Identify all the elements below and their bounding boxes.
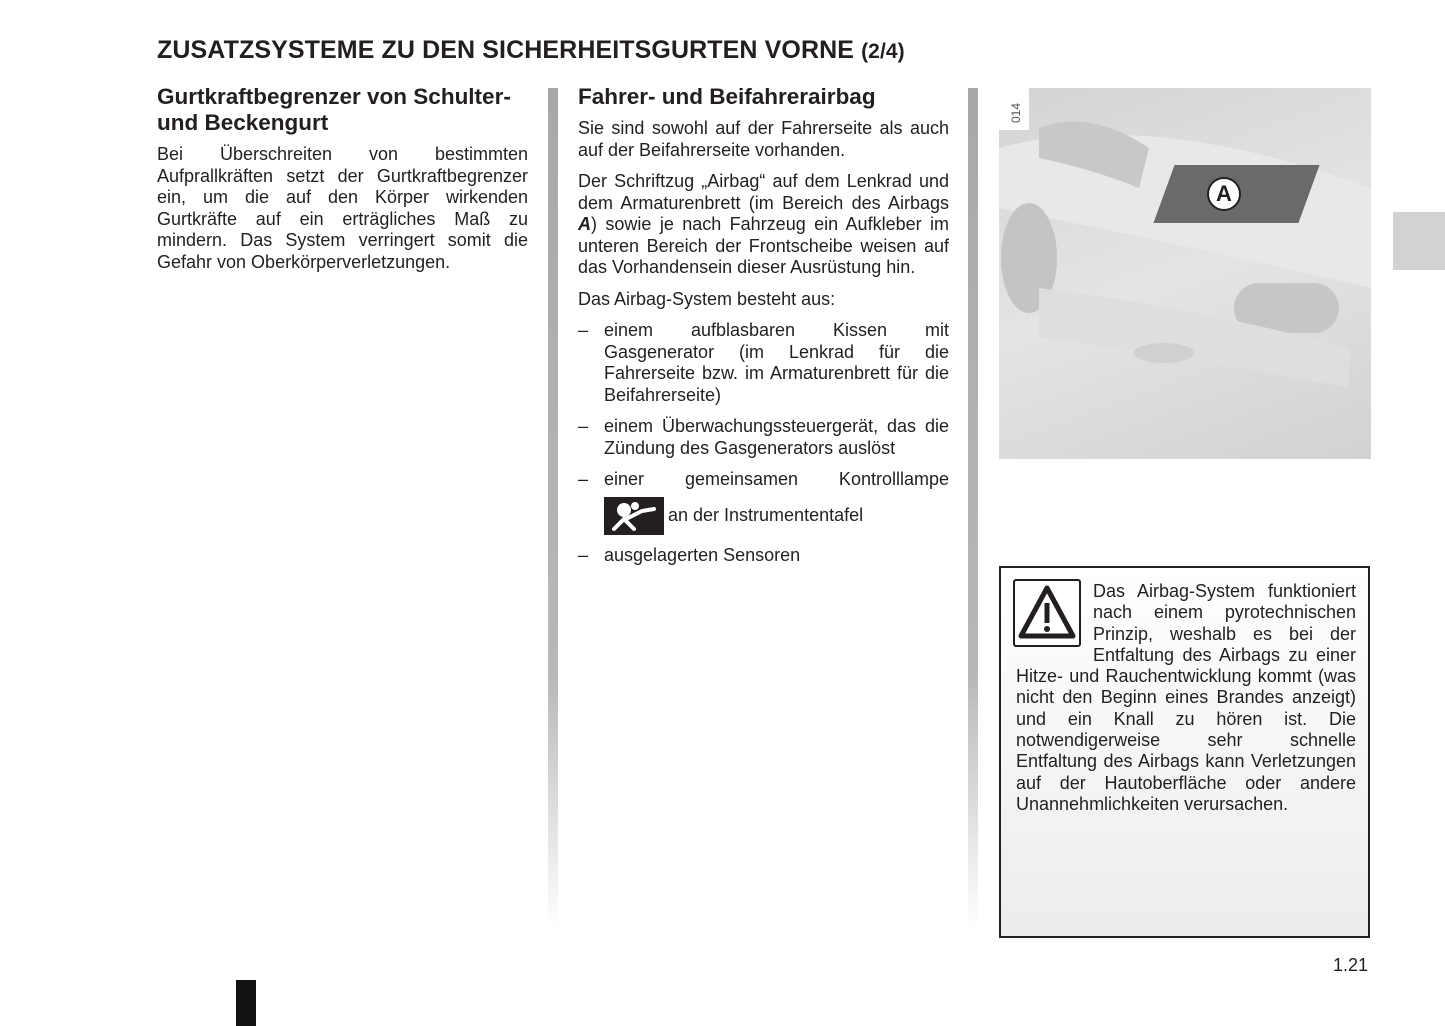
section-heading: Gurtkraftbegrenzer von Schulter- und Beckengurt xyxy=(157,84,511,135)
item-text: an der Instrumententafel xyxy=(668,504,864,525)
dashboard-drawing xyxy=(999,88,1371,459)
callout-a: A xyxy=(1207,177,1241,211)
page-marker xyxy=(236,980,256,1026)
dashboard-illustration xyxy=(999,88,1371,459)
column-belt-limiter xyxy=(157,84,528,283)
item-text: einem Überwachungssteuergerät, das die Zündung des Gasgenerators auslöst xyxy=(604,416,949,458)
list-item xyxy=(578,469,949,491)
warning-text: Das Airbag-System funktioniert nach einem pyrotechnischen Prinzip, weshalb es bei der Entfaltung des Airbags zu einer Hitze- und Rauchentwicklung kommt (was nicht den Beginn eines Brandes anzeigt) und ein Knall zu hören ist. Die notwendigerweise sehr schnelle Entfaltung des Airbags kann Verletzungen auf der Hautoberfläche oder andere Unannehmlichkeiten verursachen. xyxy=(1016,581,1356,814)
figure-number xyxy=(999,88,1029,130)
paragraph: Das Airbag-System besteht aus: xyxy=(578,288,836,309)
item-text: einer gemeinsamen Kontrolllampe xyxy=(604,469,949,489)
section-tab xyxy=(1393,212,1445,270)
page-title xyxy=(157,36,905,65)
list-item xyxy=(578,545,949,567)
list-item xyxy=(578,497,949,535)
list-item xyxy=(578,416,949,459)
airbag-warning-lamp-icon xyxy=(604,497,664,535)
column-airbag xyxy=(578,84,949,576)
dash: – xyxy=(578,320,589,340)
column-divider xyxy=(968,88,978,928)
text: ) sowie je nach Fahrzeug ein Aufkleber im unteren Bereich der Frontscheibe weisen auf das Vorhandensein dieser Ausrüstung hin. xyxy=(578,214,949,277)
paragraph: Sie sind sowohl auf der Fahrerseite als auch auf der Beifahrerseite vorhanden. xyxy=(578,118,949,160)
column-divider xyxy=(548,88,558,928)
paragraph: Bei Überschreiten von bestimmten Aufprallkräften setzt der Gurtkraftbegrenzer ein, um die auf den Körper wirkenden Gurtkräfte auf ein erträgliches Maß zu mindern. Das System verringert somit die Gefahr von Oberkörperverletzungen. xyxy=(157,144,528,272)
list-item xyxy=(578,320,949,406)
text: Der Schriftzug „Airbag“ auf dem Lenkrad und dem Armaturenbrett (im Bereich des Airbags xyxy=(578,171,949,213)
section-heading: Fahrer- und Beifahrerairbag xyxy=(578,84,876,109)
item-text: ausgelagerten Sensoren xyxy=(604,544,801,565)
label-ref: A xyxy=(578,214,591,234)
dash: – xyxy=(578,469,589,489)
figure-number-text: 014 xyxy=(1009,102,1024,124)
dash: – xyxy=(578,544,589,565)
page-number: 1.21 xyxy=(1333,955,1369,975)
title-part: (2/4) xyxy=(861,40,905,63)
warning-box xyxy=(999,566,1370,938)
dash: – xyxy=(578,416,589,436)
warning-triangle-icon xyxy=(1013,579,1081,647)
item-text: einem aufblasbaren Kissen mit Gasgenerator (im Lenkrad für die Fahrerseite bzw. im Armaturenbrett für die Beifahrerseite) xyxy=(604,320,949,405)
title-main: ZUSATZSYSTEME ZU DEN SICHERHEITSGURTEN VORNE xyxy=(157,36,855,64)
component-list xyxy=(578,320,949,566)
paragraph xyxy=(578,171,949,279)
